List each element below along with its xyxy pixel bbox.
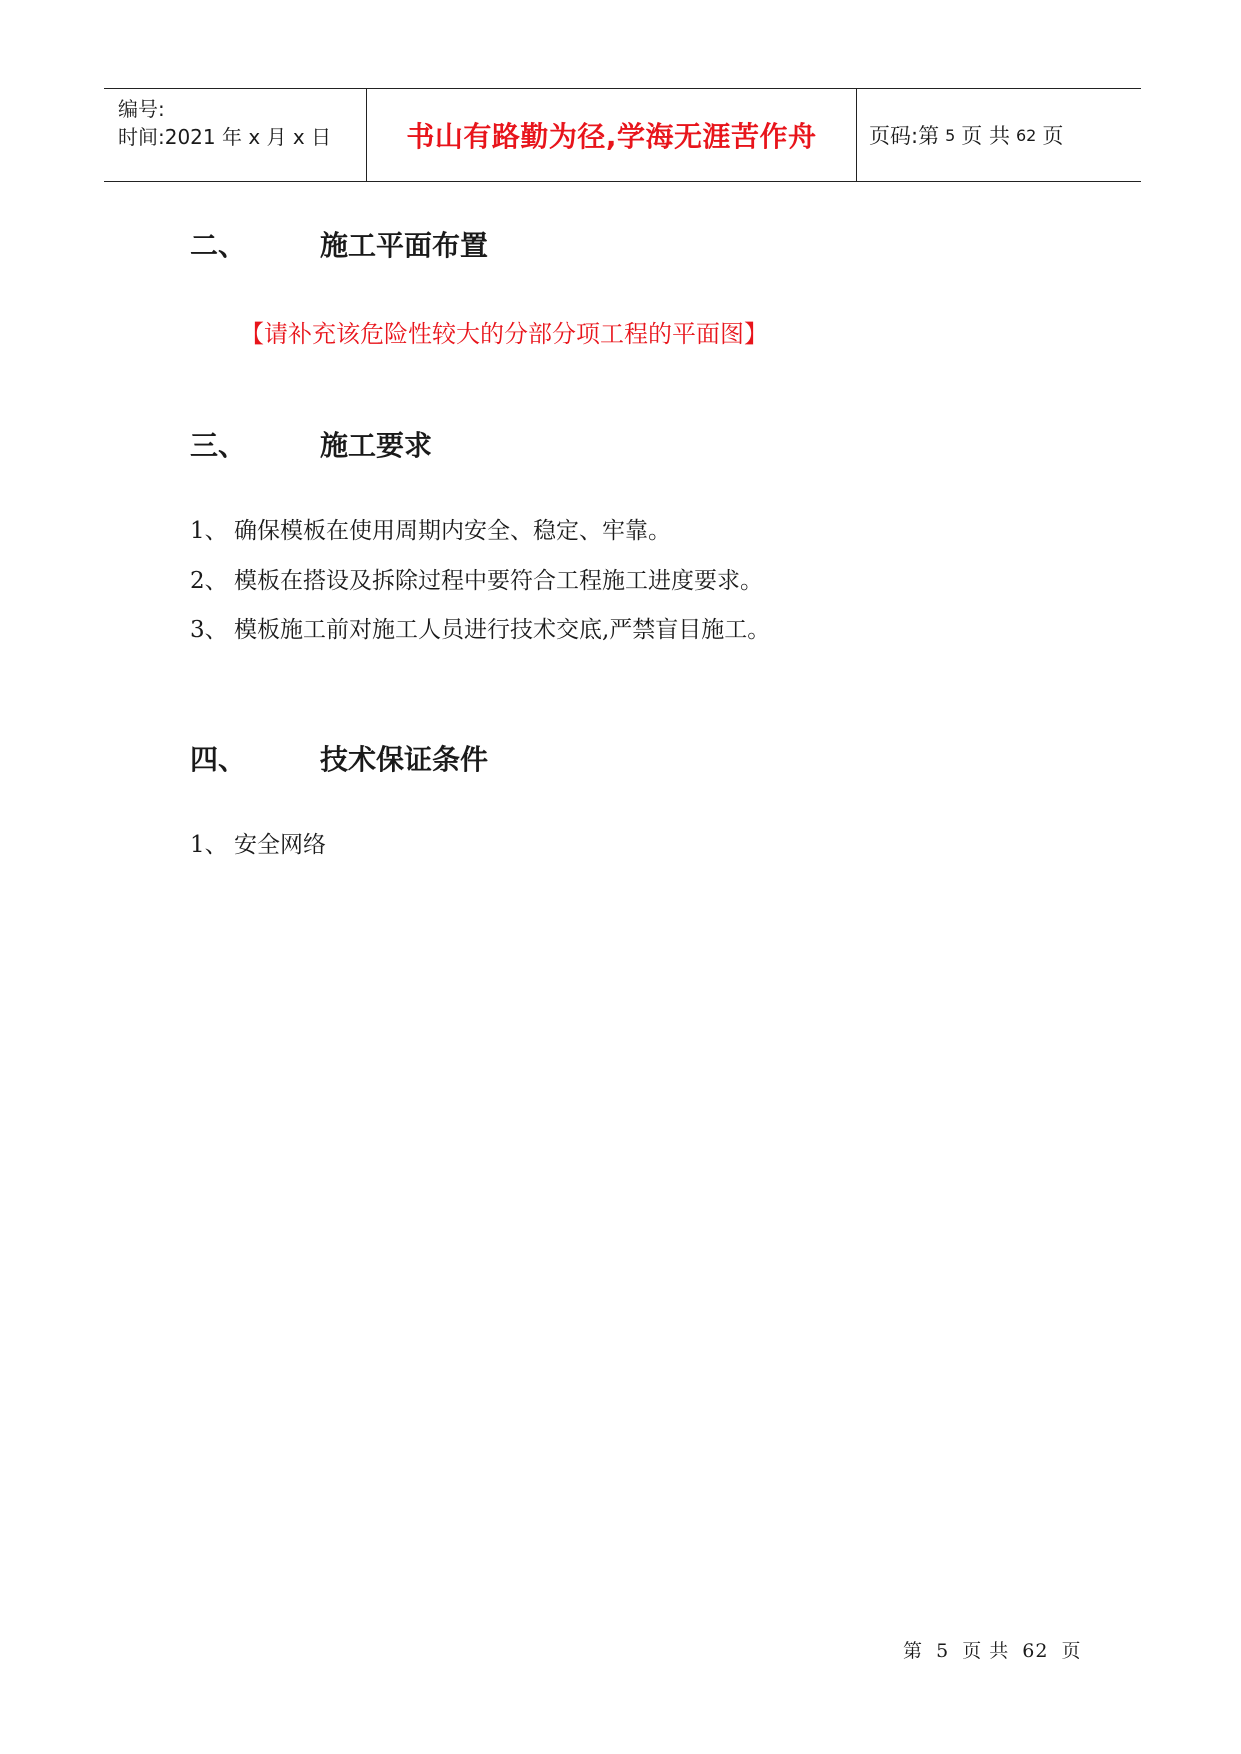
header-page-suffix: 页 — [1042, 124, 1064, 148]
header-motto: 书山有路勤为径,学海无涯苦作舟 — [367, 89, 857, 181]
page-footer — [903, 1636, 1082, 1663]
section-title: 技术保证条件 — [320, 743, 489, 776]
section-title: 施工平面布置 — [320, 229, 489, 262]
page-header — [104, 88, 1141, 182]
item-text: 确保模板在使用周期内安全、稳定、牢靠。 — [234, 518, 671, 544]
header-page-total: 62 — [1015, 125, 1037, 145]
header-page-mid: 页 共 — [961, 124, 1010, 148]
item-number: 1、 — [190, 518, 228, 544]
item-number: 1、 — [190, 832, 228, 858]
footer-page-total: 62 — [1022, 1640, 1049, 1662]
date-label: 时间:2021 年 x 月 x 日 — [118, 125, 332, 149]
item-text: 模板施工前对施工人员进行技术交底,严禁盲目施工。 — [234, 617, 771, 643]
section-heading-guarantees — [190, 738, 488, 778]
header-page-number — [857, 89, 1141, 181]
section-number: 三、 — [190, 429, 247, 462]
section-heading-requirements — [190, 424, 432, 464]
requirement-item-1 — [190, 512, 671, 545]
section-title: 施工要求 — [320, 429, 433, 462]
footer-prefix: 第 — [903, 1640, 924, 1662]
requirement-item-2 — [190, 562, 763, 595]
header-meta-cell — [104, 89, 367, 181]
header-page-prefix: 页码:第 — [869, 124, 940, 148]
section-number: 四、 — [190, 743, 247, 776]
header-page-current: 5 — [945, 125, 956, 145]
footer-mid: 页 共 — [962, 1640, 1010, 1662]
guarantee-item-1 — [190, 826, 326, 859]
item-text: 模板在搭设及拆除过程中要符合工程施工进度要求。 — [234, 568, 763, 594]
section-heading-layout — [190, 224, 488, 264]
placeholder-note: 【请补充该危险性较大的分部分项工程的平面图】 — [240, 320, 768, 348]
footer-suffix: 页 — [1061, 1640, 1082, 1662]
serial-number-label: 编号: — [118, 97, 165, 121]
requirement-item-3 — [190, 611, 770, 644]
item-number: 3、 — [190, 617, 228, 643]
item-number: 2、 — [190, 568, 228, 594]
item-text: 安全网络 — [234, 832, 326, 858]
footer-page-current: 5 — [936, 1640, 950, 1662]
section-number: 二、 — [190, 229, 247, 262]
